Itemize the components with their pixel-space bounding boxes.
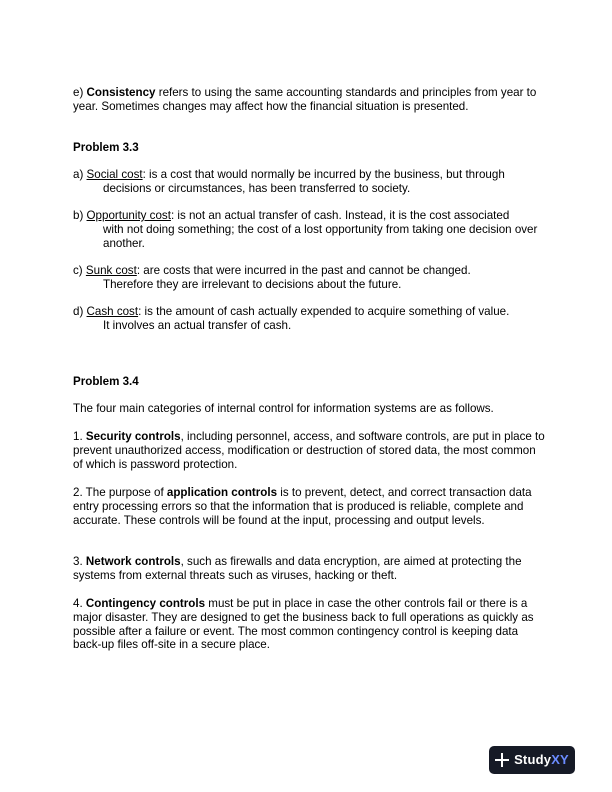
paragraph-application-controls — [73, 486, 548, 527]
term-cash-cost: Cash cost — [86, 305, 139, 318]
term-application-controls: application controls — [166, 486, 278, 499]
paragraph-network-controls — [73, 555, 548, 583]
list-item-sunk-cost — [73, 264, 548, 292]
item-text: must be put in place in case the other controls fail or there is a major disaster. They are designed to get the business back to full operations as quickly as possible after a failure or event. The most common contingency control is keeping data back-up files off-site in a secure place. — [73, 597, 534, 652]
item-text: : is the amount of cash actually expended to acquire something of value. — [138, 305, 510, 318]
term-contingency-controls: Contingency controls — [85, 597, 206, 610]
term-consistency: Consistency — [86, 86, 156, 99]
item-prefix: a) — [73, 168, 87, 181]
item-continuation: It involves an actual transfer of cash. — [103, 318, 292, 332]
definition-text: refers to using the same accounting standards and principles from year to year. Sometimes changes may affect how the financial situation is presented. — [73, 86, 537, 113]
item-prefix: c) — [73, 264, 86, 277]
term-social-cost: Social cost — [86, 168, 143, 181]
item-first-line — [73, 209, 548, 223]
paragraph-contingency-controls — [73, 597, 548, 652]
item-first-line — [73, 168, 548, 182]
item-prefix: 1. — [73, 430, 86, 443]
paragraph-consistency — [73, 86, 548, 114]
logo-text — [514, 753, 569, 767]
term-sunk-cost: Sunk cost — [85, 264, 137, 277]
heading-problem-3-3: Problem 3.3 — [73, 141, 139, 154]
list-item-social-cost — [73, 168, 548, 196]
item-continuation: with not doing something; the cost of a lost opportunity from taking one decision over another. — [103, 222, 538, 250]
item-prefix: d) — [73, 305, 87, 318]
item-prefix: 2. The purpose of — [73, 486, 167, 499]
term-opportunity-cost: Opportunity cost — [86, 209, 171, 222]
item-first-line — [73, 305, 548, 319]
term-security-controls: Security controls — [85, 430, 181, 443]
logo-text-accent: XY — [551, 752, 569, 768]
item-text: , including personnel, access, and software controls, are put in place to prevent unauthorized access, modification or destruction of stored data, the most common of which is password protection. — [73, 430, 545, 471]
item-prefix: 3. — [73, 555, 86, 568]
item-text: is to prevent, detect, and correct transaction data entry processing errors so that the information that is produced is reliable, complete and accurate. These controls will be found at the input, processing and output levels. — [73, 486, 532, 527]
heading-problem-3-4: Problem 3.4 — [73, 375, 139, 388]
list-item-opportunity-cost — [73, 209, 548, 250]
item-continuation: Therefore they are irrelevant to decisions about the future. — [103, 277, 402, 291]
item-first-line — [73, 264, 548, 278]
studyxy-logo — [489, 746, 575, 774]
item-continuation: decisions or circumstances, has been transferred to society. — [103, 181, 411, 195]
item-text: : are costs that were incurred in the past and cannot be changed. — [136, 264, 471, 277]
item-prefix: b) — [73, 209, 87, 222]
plus-icon — [495, 753, 509, 767]
item-text: : is a cost that would normally be incurred by the business, but through — [142, 168, 505, 181]
item-prefix: e) — [73, 86, 87, 99]
item-text: : is not an actual transfer of cash. Instead, it is the cost associated — [170, 209, 510, 222]
item-text: , such as firewalls and data encryption, are aimed at protecting the systems from external threats such as viruses, hacking or theft. — [73, 555, 522, 582]
term-network-controls: Network controls — [85, 555, 181, 568]
item-prefix: 4. — [73, 597, 86, 610]
paragraph-security-controls — [73, 430, 548, 471]
list-item-cash-cost — [73, 305, 548, 333]
logo-text-main: Study — [514, 752, 552, 768]
intro-paragraph: The four main categories of internal control for information systems are as follows. — [73, 402, 494, 415]
